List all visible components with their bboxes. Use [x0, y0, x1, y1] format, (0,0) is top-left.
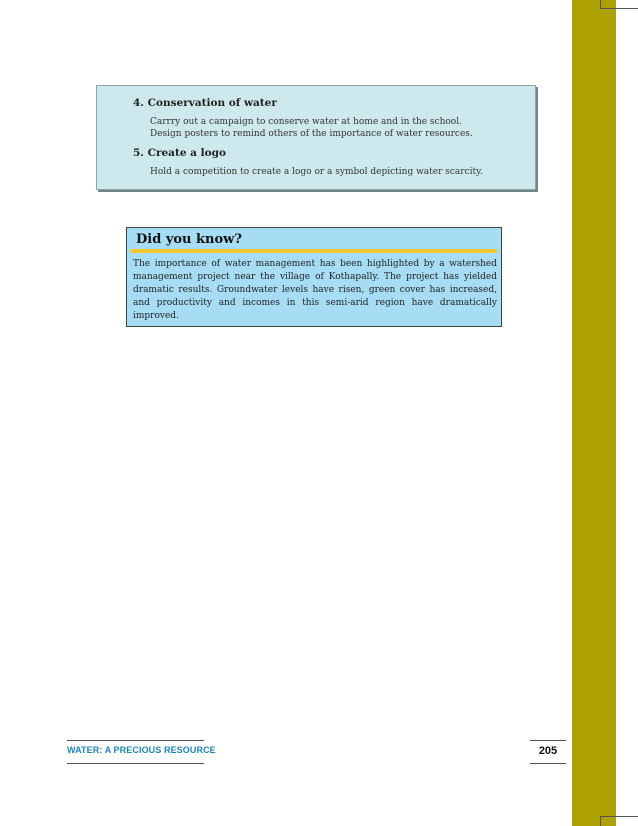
footer-chapter-title: WATER: A PRECIOUS RESOURCE: [67, 745, 216, 755]
crop-mark-bottom-horizontal: [600, 816, 638, 817]
did-you-know-title: Did you know?: [136, 232, 242, 247]
crop-mark-top-horizontal: [600, 8, 638, 9]
did-you-know-box: [126, 227, 502, 327]
did-you-know-rule: [131, 249, 497, 253]
activities-box: [96, 85, 536, 190]
page-number: 205: [538, 745, 558, 757]
activity-text-line: Hold a competition to create a logo or a symbol depicting water scarcity.: [150, 167, 483, 177]
activity-title-logo: 5. Create a logo: [133, 147, 226, 159]
crop-mark-bottom: [600, 816, 601, 826]
side-color-strip: [572, 0, 616, 826]
activity-text-line: Design posters to remind others of the importance of water resources.: [150, 129, 473, 139]
footer-rule-bottom: [67, 763, 204, 764]
activity-text-line: Carrry out a campaign to conserve water at home and in the school.: [150, 117, 462, 127]
did-you-know-text: The importance of water management has been highlighted by a watershed management project near the village of Kothapally. The project has yielded dramatic results. Groundwater levels have risen, green cover has increased, and productivity and incomes in this semi-arid region have dramatically improved.: [133, 259, 497, 321]
crop-mark-top: [600, 0, 601, 8]
footer-rule-top: [67, 740, 204, 741]
activity-title-conservation: 4. Conservation of water: [133, 97, 277, 109]
